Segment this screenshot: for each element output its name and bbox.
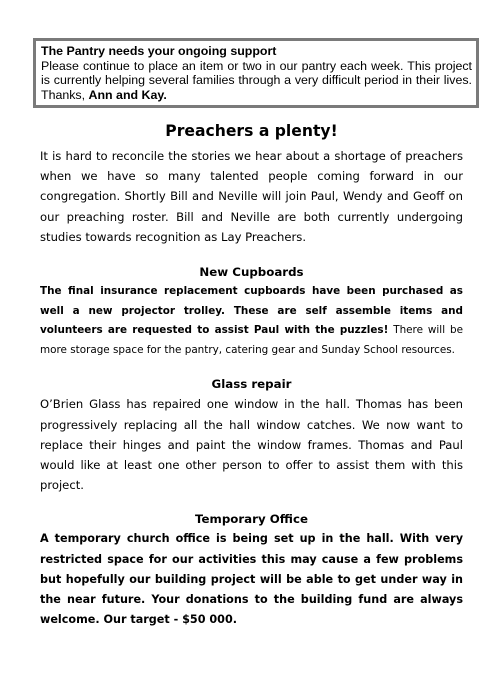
office-heading: Temporary Office xyxy=(195,512,308,527)
preachers-body: It is hard to reconcile the stories we hear about a shortage of preachers when we have so many talented people coming forward in our congregation. Shortly Bill and Neville will join Paul, Wendy and Geoff on our preaching roster. Bill and Neville are both currently undergoing studies towards recognition as Lay Preachers. xyxy=(40,149,463,244)
cupboards-heading: New Cupboards xyxy=(199,265,304,280)
newsletter-content xyxy=(40,120,463,630)
section-glass-repair xyxy=(40,374,463,495)
cupboards-body xyxy=(40,282,463,360)
office-body: A temporary church office is being set up in the hall. With very restricted space for our activities this may cause a few problems but hopefully our building project will be able to get under way in the near future. Your donations to the building fund are always welcome. Our target - $50 000. xyxy=(40,532,463,627)
pantry-body-text: Please continue to place an item or two in our pantry each week. This project is currently helping several families through a very difficult period in their lives. Thanks, xyxy=(41,58,472,102)
cupboards-body-bold: The final insurance replacement cupboards have been purchased as well a new projector trolley. These are self assemble items and volunteers are requested to assist Paul with the puzzles! xyxy=(40,285,463,337)
pantry-body xyxy=(41,59,472,103)
section-temporary-office xyxy=(40,509,463,630)
pantry-notice-box xyxy=(33,38,479,108)
glass-body: O’Brien Glass has repaired one window in the hall. Thomas has been progressively replacing all the hall window catches. We now want to replace their hinges and paint the window frames. Thomas and Paul would like at least one other person to offer to assist them with this project. xyxy=(40,397,463,493)
pantry-title: The Pantry needs your ongoing support xyxy=(41,44,277,58)
section-preachers xyxy=(40,120,463,247)
cupboards-body-normal: There will be more storage space for the pantry, catering gear and Sunday School resources. xyxy=(40,324,463,356)
pantry-signature: Ann and Kay. xyxy=(88,87,167,102)
preachers-heading: Preachers a plenty! xyxy=(165,122,338,140)
glass-heading: Glass repair xyxy=(211,377,292,392)
section-cupboards xyxy=(40,262,463,360)
